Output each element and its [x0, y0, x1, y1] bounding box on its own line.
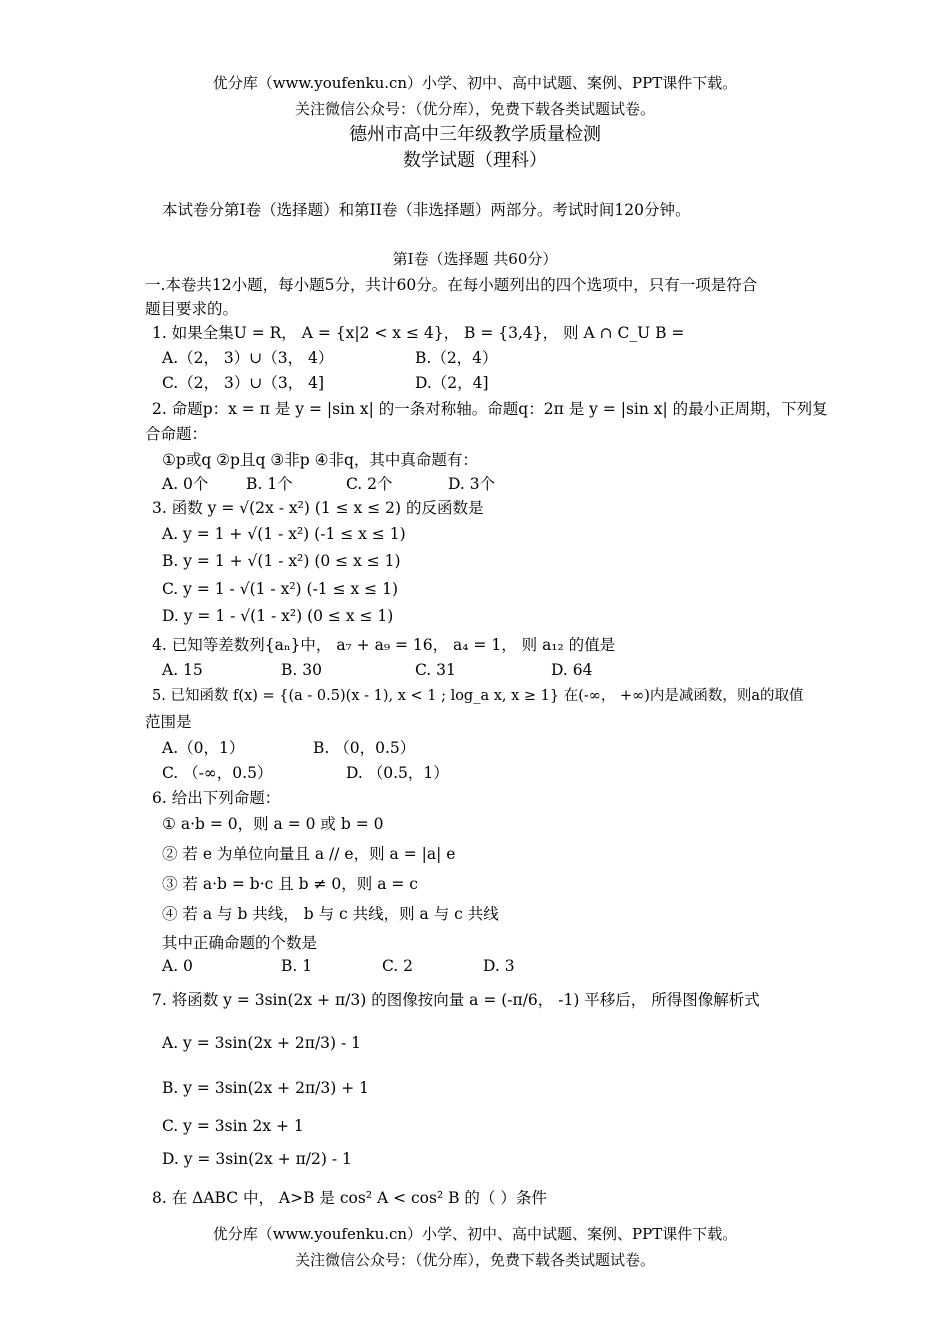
exam-subtitle: 数学试题（理科）	[403, 150, 547, 171]
q4-option-a: A. 15	[162, 661, 203, 679]
q1-option-c: C.（2， 3）∪（3， 4]	[162, 374, 325, 392]
section-instruction-1: 一.本卷共12小题，每小题5分，共计60分。在每小题列出的四个选项中，只有一项是符合	[145, 276, 758, 294]
q6-option-a: A. 0	[162, 957, 193, 975]
q2-stem-2: 合命题：	[145, 425, 208, 443]
section-instruction-2: 题目要求的。	[145, 300, 239, 318]
q5-option-c: C. （-∞，0.5）	[162, 764, 273, 782]
q2-option-a: A. 0个	[162, 475, 209, 493]
q1-option-d: D.（2，4]	[415, 374, 489, 392]
header-line-1: 优分库（www.youfenku.cn）小学、初中、高中试题、案例、PPT课件下载。	[212, 74, 738, 92]
q2-stem-1: 2. 命题p：x = π 是 y = |sin x| 的一条对称轴。命题q：2π 是 y = |sin x| 的最小正周期，下列复	[152, 400, 828, 418]
q7-stem: 7. 将函数 y = 3sin(2x + π/3) 的图像按向量 a = (-π/6， -1) 平移后， 所得图像解析式	[152, 991, 760, 1009]
q2-option-c: C. 2个	[346, 475, 393, 493]
q1-option-b: B.（2，4）	[415, 349, 498, 367]
q6-prop-1: ① a·b = 0，则 a = 0 或 b = 0	[162, 815, 384, 833]
q7-option-d: D. y = 3sin(2x + π/2) - 1	[162, 1150, 352, 1168]
q5-option-b: B. （0，0.5）	[313, 739, 416, 757]
q3-option-c: C. y = 1 - √(1 - x²) (-1 ≤ x ≤ 1)	[162, 580, 398, 598]
footer-line-2: 关注微信公众号：（优分库），免费下载各类试题试卷。	[294, 1251, 655, 1269]
q8-stem: 8. 在 ΔABC 中， A>B 是 cos² A < cos² B 的（ ）条件	[152, 1189, 547, 1207]
q5-stem-1: 5. 已知函数 f(x) = {(a - 0.5)(x - 1), x < 1 ; log_a x, x ≥ 1} 在(-∞， +∞)内是减函数，则a的取值	[152, 688, 804, 704]
q2-propositions: ①p或q ②p且q ③非p ④非q，其中真命题有：	[162, 451, 478, 469]
q7-option-a: A. y = 3sin(2x + 2π/3) - 1	[162, 1034, 362, 1052]
q2-option-d: D. 3个	[448, 475, 496, 493]
q3-option-b: B. y = 1 + √(1 - x²) (0 ≤ x ≤ 1)	[162, 552, 401, 570]
q3-stem: 3. 函数 y = √(2x - x²) (1 ≤ x ≤ 2) 的反函数是	[152, 499, 484, 517]
q5-option-a: A.（0，1）	[162, 739, 245, 757]
q3-option-a: A. y = 1 + √(1 - x²) (-1 ≤ x ≤ 1)	[162, 525, 406, 543]
section-heading: 第I卷（选择题 共60分）	[392, 250, 558, 268]
q4-option-c: C. 31	[415, 661, 456, 679]
q6-count-prompt: 其中正确命题的个数是	[162, 934, 318, 952]
header-line-2: 关注微信公众号：（优分库），免费下载各类试题试卷。	[294, 100, 655, 118]
q4-option-d: D. 64	[551, 661, 593, 679]
q1-option-a: A.（2， 3）∪（3， 4）	[162, 349, 334, 367]
q3-option-d: D. y = 1 - √(1 - x²) (0 ≤ x ≤ 1)	[162, 607, 394, 625]
q6-prop-4: ④ 若 a 与 b 共线， b 与 c 共线，则 a 与 c 共线	[162, 905, 499, 923]
q6-option-b: B. 1	[281, 957, 313, 975]
q7-option-c: C. y = 3sin 2x + 1	[162, 1117, 304, 1135]
q2-option-b: B. 1个	[246, 475, 293, 493]
q6-option-c: C. 2	[382, 957, 414, 975]
q5-stem-2: 范围是	[145, 713, 192, 731]
q4-stem: 4. 已知等差数列{aₙ}中， a₇ + a₉ = 16， a₄ = 1， 则 a₁₂ 的值是	[152, 636, 616, 654]
q6-stem: 6. 给出下列命题：	[152, 789, 281, 807]
q4-option-b: B. 30	[281, 661, 322, 679]
q6-prop-3: ③ 若 a·b = b·c 且 b ≠ 0，则 a = c	[162, 875, 418, 893]
q1-stem: 1. 如果全集U = R， A = {x|2 < x ≤ 4}， B = {3,4}， 则 A ∩ C_U B =	[152, 324, 685, 342]
exam-title: 德州市高中三年级教学质量检测	[349, 124, 601, 145]
intro-text: 本试卷分第I卷（选择题）和第II卷（非选择题）两部分。考试时间120分钟。	[162, 201, 691, 219]
q6-option-d: D. 3	[483, 957, 515, 975]
q5-option-d: D. （0.5，1）	[346, 764, 449, 782]
q7-option-b: B. y = 3sin(2x + 2π/3) + 1	[162, 1079, 369, 1097]
q6-prop-2: ② 若 e 为单位向量且 a // e，则 a = |a| e	[162, 845, 456, 863]
footer-line-1: 优分库（www.youfenku.cn）小学、初中、高中试题、案例、PPT课件下载。	[212, 1225, 738, 1243]
